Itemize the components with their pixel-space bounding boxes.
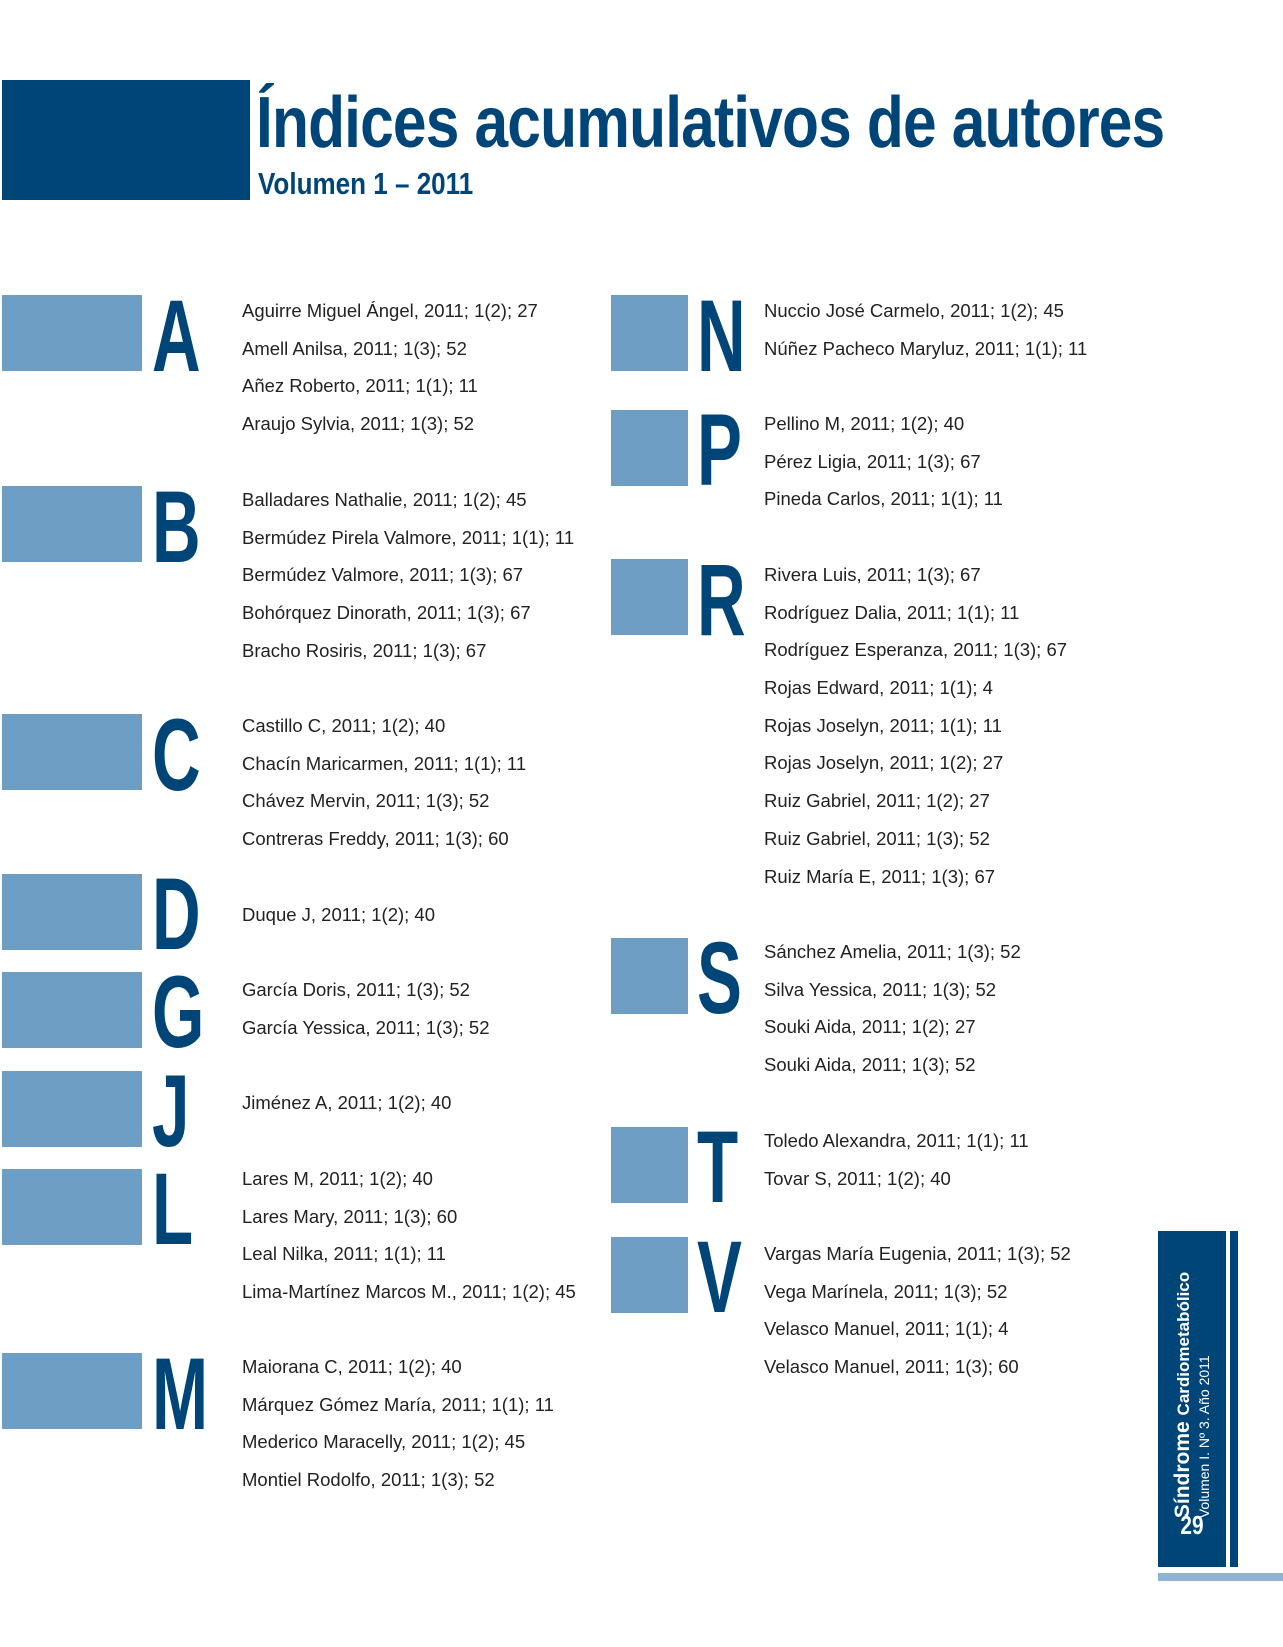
author-entry: Montiel Rodolfo, 2011; 1(3); 52 xyxy=(242,1469,495,1491)
letter-block xyxy=(2,1071,142,1147)
author-entry: Bracho Rosiris, 2011; 1(3); 67 xyxy=(242,639,487,661)
author-entry: Aguirre Miguel Ángel, 2011; 1(2); 27 xyxy=(242,300,538,321)
author-entry: Rojas Edward, 2011; 1(1); 4 xyxy=(764,677,993,699)
letter-block xyxy=(2,972,142,1048)
author-list xyxy=(242,292,538,443)
author-entry: Souki Aida, 2011; 1(2); 27 xyxy=(764,1016,976,1038)
section-letter: C xyxy=(152,698,201,812)
author-list xyxy=(764,1122,1029,1197)
author-list xyxy=(242,896,435,934)
author-list xyxy=(242,1348,554,1499)
section-letter: P xyxy=(697,393,742,507)
author-entry: Añez Roberto, 2011; 1(1); 11 xyxy=(242,375,478,397)
author-entry: Velasco Manuel, 2011; 1(3); 60 xyxy=(764,1356,1019,1378)
author-entry: Núñez Pacheco Maryluz, 2011; 1(1); 11 xyxy=(764,337,1088,359)
author-entry: Lima-Martínez Marcos M., 2011; 1(2); 45 xyxy=(242,1281,576,1303)
author-entry: Rivera Luis, 2011; 1(3); 67 xyxy=(764,564,981,585)
author-entry: Pineda Carlos, 2011; 1(1); 11 xyxy=(764,488,1003,510)
author-entry: Leal Nilka, 2011; 1(1); 11 xyxy=(242,1243,446,1265)
author-entry: Duque J, 2011; 1(2); 40 xyxy=(242,904,436,925)
author-entry: Pérez Ligia, 2011; 1(3); 67 xyxy=(764,450,981,472)
author-entry: Vega Marínela, 2011; 1(3); 52 xyxy=(764,1280,1008,1302)
letter-block xyxy=(2,874,142,950)
author-entry: Castillo C, 2011; 1(2); 40 xyxy=(242,715,446,736)
journal-issue: Volumen I. Nº 3. Año 2011 xyxy=(1196,1355,1212,1519)
section-letter: S xyxy=(697,921,742,1035)
author-entry: Ruiz María E, 2011; 1(3); 67 xyxy=(764,865,996,887)
section-letter: A xyxy=(152,279,201,393)
author-list xyxy=(242,971,490,1046)
letter-block xyxy=(2,486,142,562)
journal-name-secondary: Cardiometabólico xyxy=(1174,1271,1193,1416)
author-entry: Maiorana C, 2011; 1(2); 40 xyxy=(242,1356,462,1377)
author-entry: Chacín Maricarmen, 2011; 1(1); 11 xyxy=(242,752,527,774)
letter-block xyxy=(2,1353,142,1429)
author-list xyxy=(764,933,1021,1084)
page-title: Índices acumulativos de autores xyxy=(256,83,1165,163)
author-list xyxy=(764,405,1003,518)
author-entry: Araujo Sylvia, 2011; 1(3); 52 xyxy=(242,413,475,435)
author-list xyxy=(764,1235,1071,1386)
page-number: 29 xyxy=(1180,1510,1204,1540)
journal-side-stripe xyxy=(1230,1231,1238,1567)
author-list xyxy=(242,1084,451,1122)
journal-name xyxy=(1171,1272,1196,1518)
author-list xyxy=(764,556,1067,895)
letter-block xyxy=(611,938,688,1014)
author-entry: Chávez Mervin, 2011; 1(3); 52 xyxy=(242,790,490,812)
journal-side-label xyxy=(1171,1272,1213,1518)
author-entry: Lares Mary, 2011; 1(3); 60 xyxy=(242,1205,458,1227)
author-list xyxy=(764,292,1087,367)
letter-block xyxy=(611,295,688,371)
letter-block xyxy=(611,559,688,635)
author-entry: Silva Yessica, 2011; 1(3); 52 xyxy=(764,978,997,1000)
section-letter: R xyxy=(697,543,746,657)
author-entry: Bohórquez Dinorath, 2011; 1(3); 67 xyxy=(242,602,531,624)
letter-block xyxy=(2,1169,142,1245)
bottom-rule xyxy=(1158,1573,1283,1581)
author-entry: Rodríguez Dalia, 2011; 1(1); 11 xyxy=(764,601,1020,623)
author-entry: Márquez Gómez María, 2011; 1(1); 11 xyxy=(242,1393,554,1415)
author-entry: Ruiz Gabriel, 2011; 1(2); 27 xyxy=(764,790,990,812)
author-entry: Ruiz Gabriel, 2011; 1(3); 52 xyxy=(764,827,990,849)
section-letter: B xyxy=(152,470,201,584)
section-letter: V xyxy=(697,1220,742,1334)
author-entry: Mederico Maracelly, 2011; 1(2); 45 xyxy=(242,1431,526,1453)
author-entry: Pellino M, 2011; 1(2); 40 xyxy=(764,413,965,434)
letter-block xyxy=(611,410,688,486)
author-entry: Lares M, 2011; 1(2); 40 xyxy=(242,1168,433,1189)
author-entry: García Yessica, 2011; 1(3); 52 xyxy=(242,1016,490,1038)
header-color-block xyxy=(2,80,250,200)
author-entry: Rojas Joselyn, 2011; 1(2); 27 xyxy=(764,752,1004,774)
author-entry: Rojas Joselyn, 2011; 1(1); 11 xyxy=(764,714,1002,736)
section-letter: T xyxy=(697,1110,739,1224)
journal-name-main: Síndrome xyxy=(1171,1421,1194,1519)
letter-block xyxy=(2,714,142,790)
page-subtitle: Volumen 1 – 2011 xyxy=(258,166,474,201)
section-letter: N xyxy=(697,279,746,393)
letter-block xyxy=(611,1127,688,1203)
section-letter: M xyxy=(152,1337,209,1451)
author-entry: Nuccio José Carmelo, 2011; 1(2); 45 xyxy=(764,300,1064,321)
author-entry: Jiménez A, 2011; 1(2); 40 xyxy=(242,1092,452,1113)
letter-block xyxy=(2,295,142,371)
author-entry: Amell Anilsa, 2011; 1(3); 52 xyxy=(242,337,467,359)
author-entry: Toledo Alexandra, 2011; 1(1); 11 xyxy=(764,1130,1029,1151)
author-entry: Velasco Manuel, 2011; 1(1); 4 xyxy=(764,1318,1009,1340)
author-entry: Rodríguez Esperanza, 2011; 1(3); 67 xyxy=(764,639,1068,661)
author-list xyxy=(242,707,526,858)
author-entry: Vargas María Eugenia, 2011; 1(3); 52 xyxy=(764,1243,1071,1264)
author-entry: García Doris, 2011; 1(3); 52 xyxy=(242,979,470,1000)
section-letter: G xyxy=(152,955,205,1069)
section-letter: J xyxy=(152,1054,190,1168)
author-entry: Souki Aida, 2011; 1(3); 52 xyxy=(764,1054,976,1076)
author-entry: Balladares Nathalie, 2011; 1(2); 45 xyxy=(242,489,527,510)
section-letter: L xyxy=(152,1152,194,1266)
letter-block xyxy=(611,1237,688,1313)
author-entry: Tovar S, 2011; 1(2); 40 xyxy=(764,1167,951,1189)
author-entry: Contreras Freddy, 2011; 1(3); 60 xyxy=(242,828,509,850)
section-letter: D xyxy=(152,857,201,971)
author-entry: Bermúdez Pirela Valmore, 2011; 1(1); 11 xyxy=(242,526,575,548)
author-list xyxy=(242,1160,576,1311)
author-entry: Bermúdez Valmore, 2011; 1(3); 67 xyxy=(242,564,524,586)
author-list xyxy=(242,481,574,669)
author-entry: Sánchez Amelia, 2011; 1(3); 52 xyxy=(764,941,1021,962)
